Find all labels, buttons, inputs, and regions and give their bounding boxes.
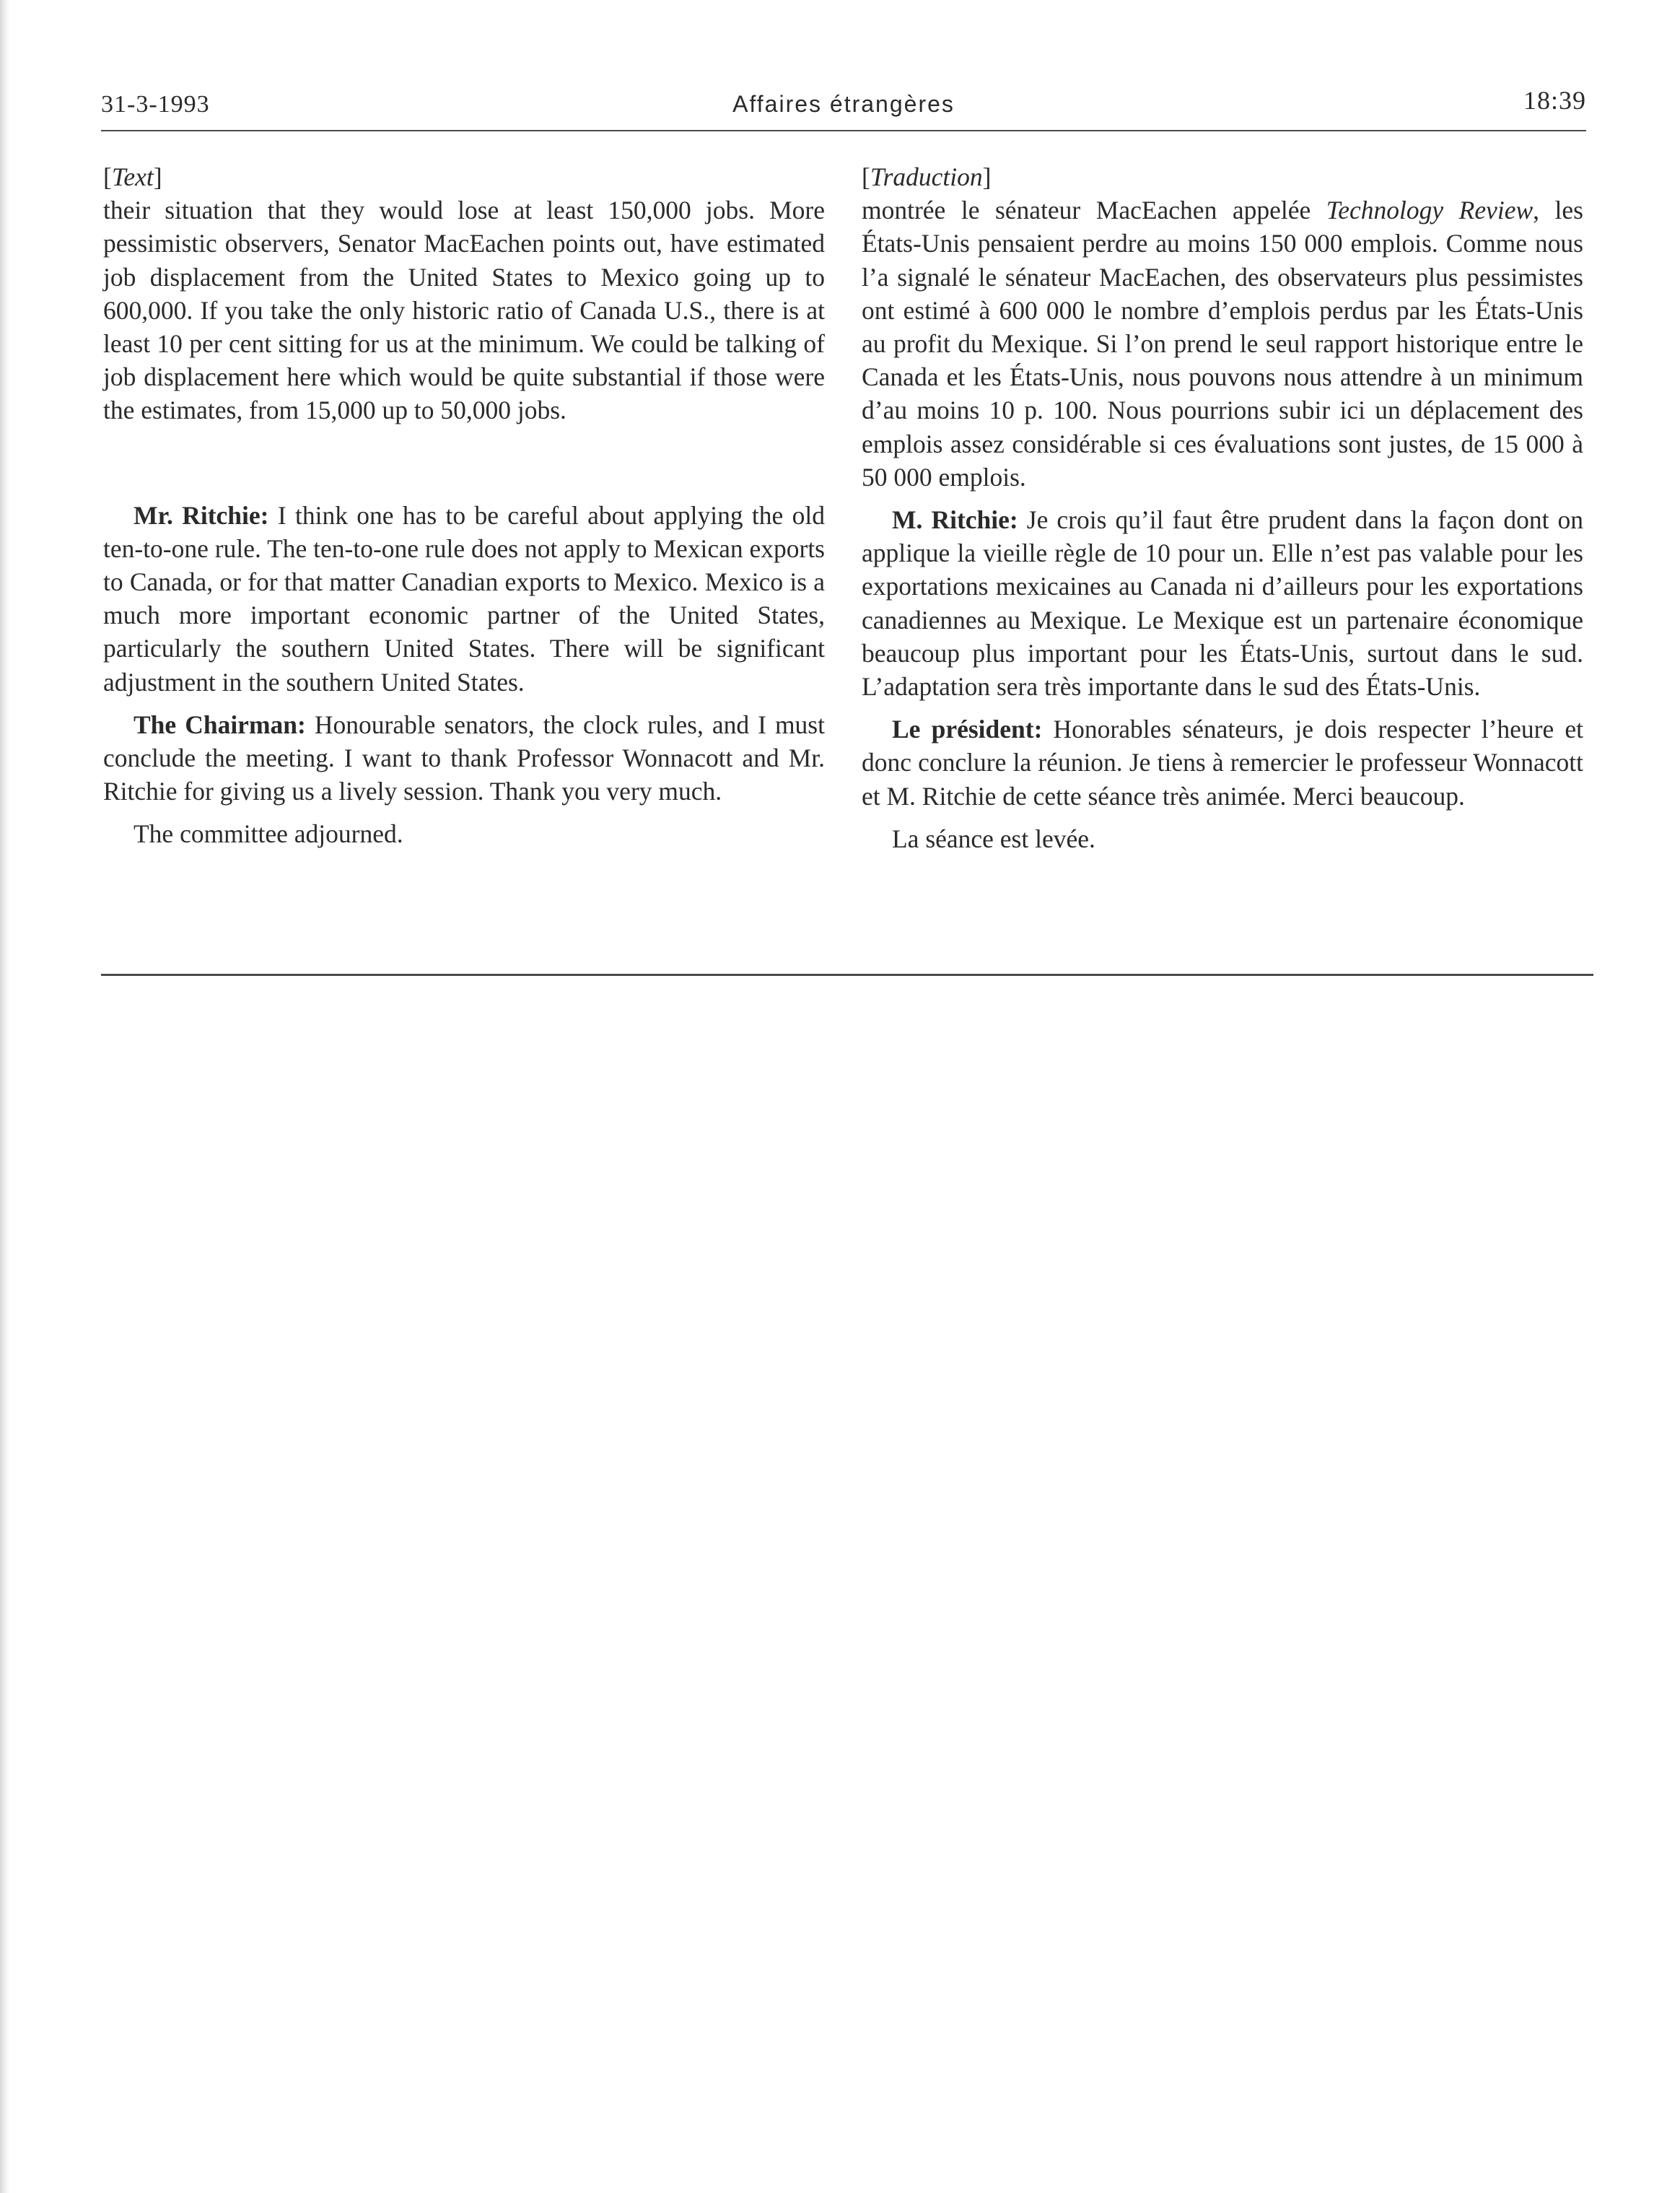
french-speech-ritchie: Je crois qu’il faut être prudent dans la façon dont on applique la vieille règle de 10 pour un. Elle n’est pas valable pour les exportations mexicaines au Canada ni d’ailleurs pour les exportations canadiennes au Mexique. Le Mexique est un partenaire économique beaucoup plus important pour les États-Unis, surtout dans le sud. L’adaptation sera très importante dans le sud des États-Unis. <box>862 505 1583 702</box>
end-rule <box>101 974 1593 976</box>
french-paragraph-1-start: montrée le sénateur MacEachen appelée <box>862 196 1326 225</box>
french-label-text: Traduction <box>870 162 983 191</box>
french-speaker-ritchie: M. Ritchie: <box>892 505 1018 535</box>
header-section-title: Affaires étrangères <box>732 91 955 117</box>
header-rule <box>101 130 1586 131</box>
french-paragraph-president <box>862 712 1583 813</box>
french-publication-title: Technology Review <box>1326 196 1534 225</box>
french-closing-line: La séance est levée. <box>892 824 1095 853</box>
english-speech-chairman: Honourable senators, the clock rules, and I must conclude the meeting. I want to thank Professor Wonnacott and Mr. Ritchie for giving us a lively session. Thank you very much. <box>103 710 825 806</box>
english-paragraph-ritchie <box>103 499 825 699</box>
english-closing-line: The committee adjourned. <box>134 819 403 849</box>
running-head <box>101 85 1586 128</box>
french-column <box>862 160 1583 855</box>
french-source-label <box>862 160 1583 193</box>
english-column <box>103 160 825 851</box>
french-speech-president: Honorables sénateurs, je dois respecter l’heure et donc conclure la réunion. Je tiens à remercier le professeur Wonnacott et M. Ritchie de cette séance très animée. Merci beaucoup. <box>862 715 1583 811</box>
english-paragraph-chairman <box>103 708 825 808</box>
french-paragraph-ritchie <box>862 503 1583 703</box>
french-paragraph-1 <box>862 193 1583 494</box>
english-label-open: [ <box>103 162 112 191</box>
english-paragraph-1: their situation that they would lose at least 150,000 jobs. More pessimistic observers, Senator MacEachen points out, have estimated job displacement from the United States to Mexico going up to 600,000. If you take the only historic ratio of Canada U.S., there is at least 10 per cent sitting for us at the minimum. We could be talking of job displacement here which would be quite substantial if those were the estimates, from 15,000 up to 50,000 jobs. <box>103 196 825 425</box>
english-speaker-ritchie: Mr. Ritchie: <box>134 500 269 530</box>
english-speaker-chairman: The Chairman: <box>134 710 306 739</box>
english-label-close: ] <box>153 162 162 191</box>
scan-edge <box>0 0 10 2193</box>
english-label-text: Text <box>111 162 154 191</box>
english-speech-ritchie: I think one has to be careful about applying the old ten-to-one rule. The ten-to-one rule does not apply to Mexican exports to Canada, or for that matter Canadian exports to Mexico. Mexico is a much more important economic partner of the United States, particularly the southern United States. There will be significant adjustment in the southern United States. <box>103 500 825 697</box>
header-page-number: 18:39 <box>1523 86 1586 115</box>
header-date: 31-3-1993 <box>101 91 210 118</box>
french-label-open: [ <box>862 162 870 191</box>
english-source-label <box>103 160 825 193</box>
french-label-close: ] <box>982 162 992 191</box>
french-speaker-president: Le président: <box>892 715 1043 744</box>
french-paragraph-1-rest: , les États-Unis pensaient perdre au moins 150 000 emplois. Comme nous l’a signalé le sénateur MacEachen, des observateurs plus pessimistes ont estimé à 600 000 le nombre d’emplois perdus par les États-Unis au profit du Mexique. Si l’on prend le seul rapport historique entre le Canada et les États-Unis, nous pouvons nous attendre à un minimum d’au moins 10 p. 100. Nous pourrions subir ici un déplacement des emplois assez considérable si ces évaluations sont justes, de 15 000 à 50 000 emplois. <box>862 196 1583 492</box>
